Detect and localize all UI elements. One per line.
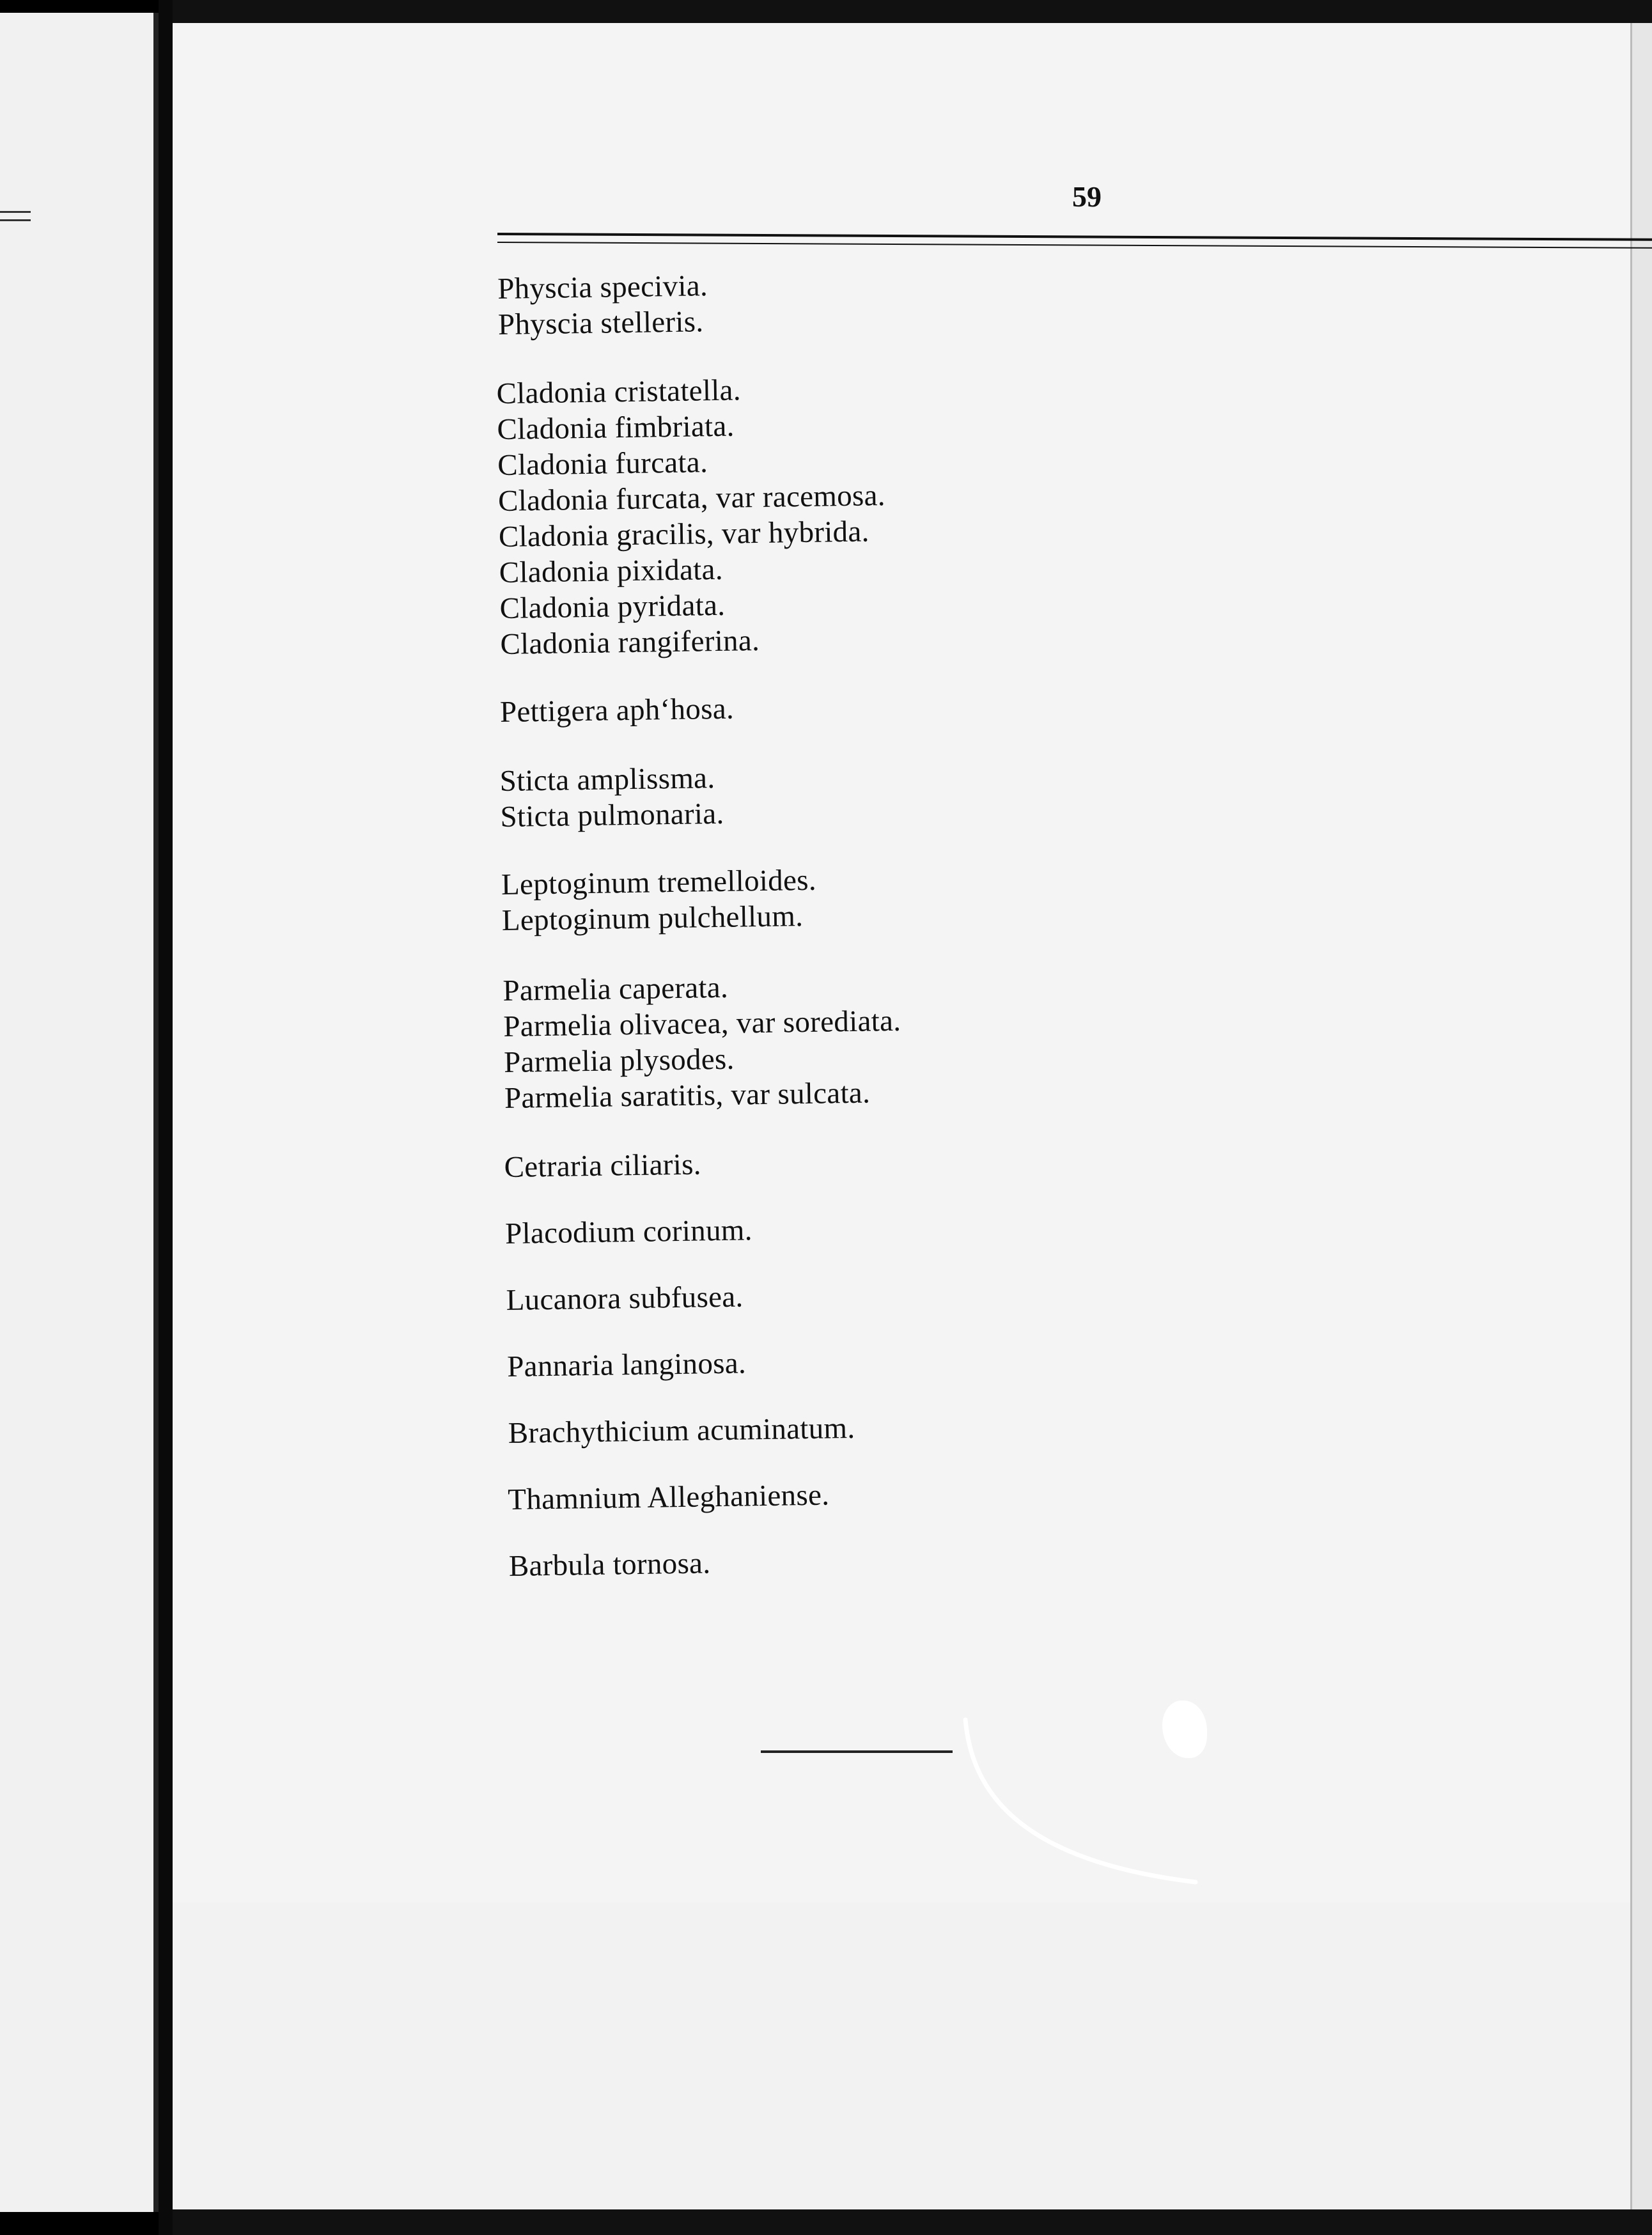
list-item: Parmelia caperata. bbox=[503, 970, 729, 1008]
list-item: Cladonia pyridata. bbox=[499, 588, 726, 625]
page-lower-area bbox=[173, 1903, 1630, 2209]
list-item: Pannaria langinosa. bbox=[506, 1346, 747, 1383]
list-item: Cladonia cristatella. bbox=[496, 373, 742, 411]
list-item: Cladonia gracilis, var hybrida. bbox=[498, 515, 869, 554]
list-item: Placodium corinum. bbox=[504, 1213, 753, 1250]
list-item: Lucanora subfusea. bbox=[506, 1280, 744, 1317]
end-rule bbox=[761, 1750, 953, 1753]
document-page bbox=[173, 23, 1630, 1903]
list-item: Cladonia fimbriata. bbox=[497, 409, 735, 447]
list-item: Pettigera aph‘hosa. bbox=[499, 692, 735, 729]
list-item: Parmelia plysodes. bbox=[503, 1042, 735, 1079]
page-number: 59 bbox=[1072, 180, 1102, 213]
scan-border-bottom bbox=[173, 2209, 1652, 2235]
facing-page-rule bbox=[0, 211, 31, 221]
list-item: Thamnium Alleghaniense. bbox=[507, 1478, 830, 1516]
list-item: Barbula tornosa. bbox=[508, 1546, 711, 1583]
list-item: Physcia specivia. bbox=[497, 269, 708, 306]
list-item: Sticta amplissma. bbox=[499, 761, 715, 798]
list-item: Physcia stelleris. bbox=[497, 305, 704, 341]
species-list bbox=[169, 6, 1652, 1907]
list-item: Cladonia rangiferina. bbox=[500, 623, 760, 661]
list-item: Brachythicium acuminatum. bbox=[508, 1411, 855, 1450]
facing-page-edge bbox=[0, 13, 159, 2212]
list-item: Leptoginum tremelloides. bbox=[501, 863, 817, 902]
list-item: Cladonia furcata. bbox=[497, 446, 708, 483]
binding-gutter bbox=[159, 0, 173, 2235]
list-item: Sticta pulmonaria. bbox=[500, 797, 724, 834]
list-item: Cetraria ciliaris. bbox=[504, 1148, 702, 1184]
list-item: Leptoginum pulchellum. bbox=[501, 899, 804, 938]
list-item: Parmelia olivacea, var sorediata. bbox=[503, 1004, 901, 1043]
list-item: Cladonia pixidata. bbox=[499, 552, 724, 590]
list-item: Cladonia furcata, var racemosa. bbox=[497, 479, 886, 518]
list-item: Parmelia saratitis, var sulcata. bbox=[504, 1076, 871, 1115]
